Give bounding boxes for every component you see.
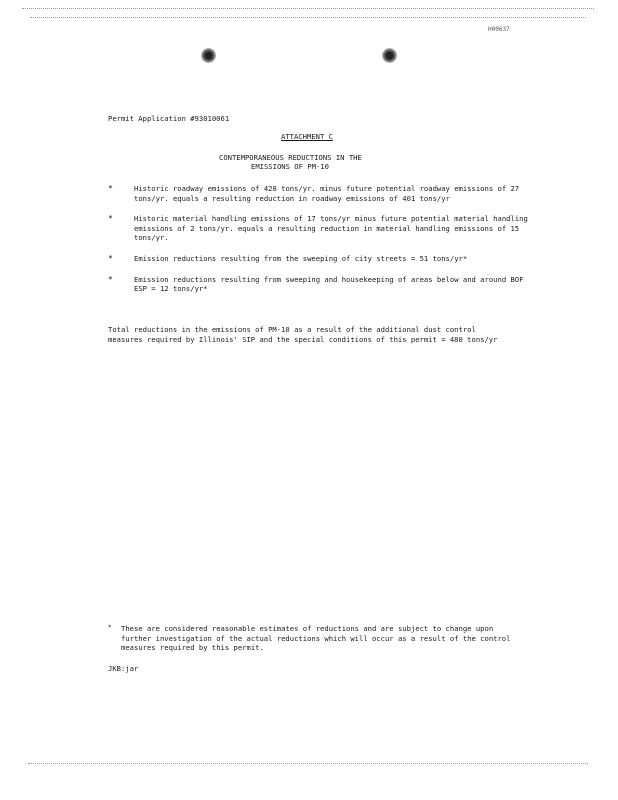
application-number: Permit Application #93010061 [108, 114, 230, 123]
footnote-text: These are considered reasonable estimates of reductions and are subject to change upon further investigation of the actual reductions which will occur as a result of the control measures required by this permit. [121, 624, 511, 653]
subtitle-line-2: EMISSIONS OF PM-10 [251, 162, 329, 171]
total-reductions-summary: Total reductions in the emissions of PM-10 as a result of the additional dust control measures required by Illinois' SIP and the special conditions of this permit = 480 tons/yr [108, 325, 498, 344]
list-item [108, 275, 528, 294]
typist-initials: JKB:jar [108, 664, 139, 673]
list-item-text: Emission reductions resulting from the sweeping of city streets = 51 tons/yr* [134, 253, 468, 263]
list-item-text: Historic material handling emissions of 17 tons/yr minus future potential material handling emissions of 2 tons/yr. equals a resulting reduction in material handling emissions of 15 tons/yr. [134, 214, 528, 243]
bullet-mark: * [108, 253, 113, 263]
reductions-list [108, 184, 528, 305]
list-item-text: Historic roadway emissions of 428 tons/yr. minus future potential roadway emissions of 27 tons/yr. equals a resulting reduction in roadway emissions of 401 tons/yr [134, 184, 520, 203]
bullet-mark: * [108, 214, 113, 224]
punch-hole-left [201, 48, 216, 63]
page-code: H00637 [488, 26, 510, 33]
subtitle-line-1: CONTEMPORANEOUS REDUCTIONS IN THE [219, 153, 362, 162]
bottom-dotted-border [28, 763, 588, 764]
list-item [108, 214, 528, 243]
attachment-title: ATTACHMENT C [281, 132, 333, 141]
footnote-mark: * [108, 624, 112, 631]
list-item-text: Emission reductions resulting from sweeping and housekeeping of areas below and around BOF ESP = 12 tons/yr* [134, 274, 524, 294]
footnote [108, 624, 513, 653]
bullet-mark: * [108, 184, 113, 193]
top-dotted-border-secondary [30, 17, 586, 18]
list-item [108, 184, 528, 203]
bullet-mark: * [108, 274, 113, 284]
list-item [108, 254, 528, 264]
top-dotted-border [22, 8, 594, 9]
punch-hole-right [382, 48, 397, 63]
